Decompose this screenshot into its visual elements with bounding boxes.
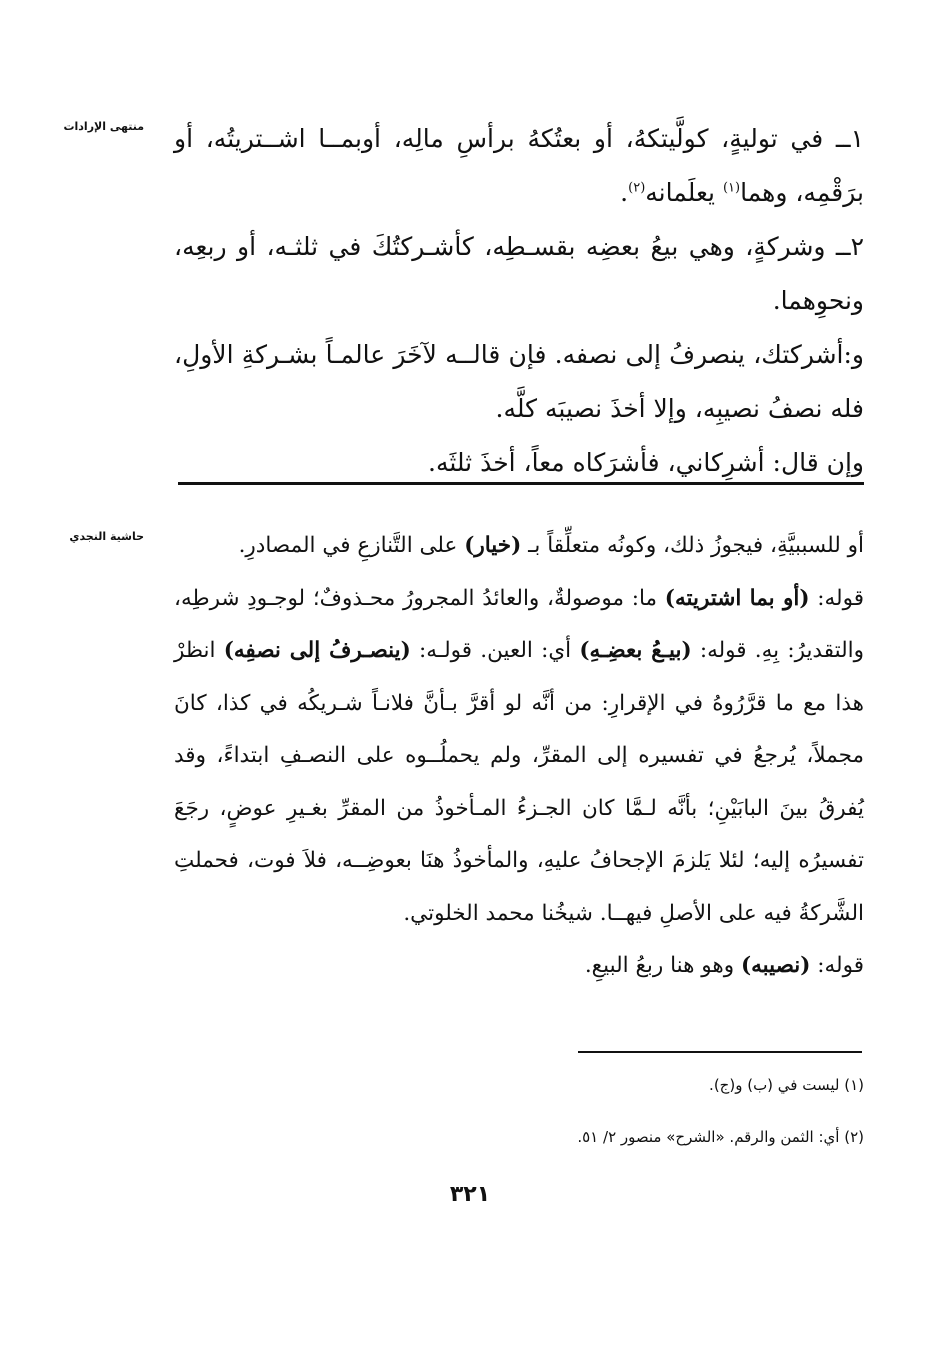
footnote-ref-1: (١) [722, 180, 741, 196]
hashiya-p2-text-3: أي: العين. قولـه: [410, 638, 580, 663]
hashiya-text [174, 520, 864, 993]
footnote-1: (١) ليست في (ب) و(ج). [709, 1076, 864, 1094]
matn-paragraph-1 [174, 112, 864, 220]
footnote-2: (٢) أي: الثمن والرقم. «الشرح» منصور ٢/ ٥١. [577, 1128, 864, 1146]
hashiya-p2-term-2: (بيـعُ بعضِـهِ) [579, 638, 692, 663]
hashiya-p2-term-3: (ينصـرفُ إلى نصفِه) [223, 638, 411, 663]
hashiya-p3-term: (نصيبه) [740, 953, 811, 978]
matn-p1-end: . [620, 178, 629, 207]
hashiya-l1-text: أو للسببيَّةِ، فيجوزُ ذلك، وكونُه متعلِّقاً بـ [521, 533, 864, 558]
hashiya-paragraph-3 [174, 940, 864, 993]
footnote-ref-2: (٢) [628, 180, 646, 196]
hashiya-p2-term-1: (أو بما اشتريته) [664, 585, 810, 611]
section-divider [178, 482, 864, 485]
hashiya-p3-text-2: وهو هنا ربعُ البيعِ. [584, 953, 741, 978]
hashiya-p2-text-2: ما: موصولةٌ، والعائدُ المجرورُ محـذوفٌ؛ لوجـودِ شرطِه، والتقديرُ: بِهِ. قوله: [174, 585, 864, 663]
matn-paragraph-4: وإن قال: أشرِكاني، فأشرَكاه معاً، أخذَ ثلثَه. [428, 448, 864, 477]
hashiya-book-label: حاشية النجدي [69, 530, 144, 543]
matn-p1-text-2: يعلَمانه [645, 178, 723, 207]
hashiya-p3-text: قوله: [810, 953, 864, 978]
hashiya-l1-term: (خيار) [464, 533, 522, 558]
hashiya-paragraph-2 [174, 573, 864, 941]
footnote-divider [578, 1051, 862, 1053]
page-number: ٣٢١ [449, 1182, 491, 1207]
hashiya-line-1 [174, 520, 864, 573]
matn-p1-text: ١ــ في توليةٍ، كولَّيتكهُ، أو بعتُكهُ برأسِ مالِه، أوبمــا اشــتريتُه، أو برَقْمِه، وهما [174, 124, 864, 207]
hashiya-l1-text-2: على التَّنازعِ في المصادرِ. [238, 533, 465, 558]
matn-text [174, 112, 864, 490]
hashiya-p2-text-4: انظرْ هذا مع ما قرَّرُوهُ في الإقرارِ: من أنَّه لو أقرَّ بـأنَّ فلانـاً شـريكُه في كذا، كانَ مجملاً، يُرجعُ في تفسيره إلى المقرِّ، ولم يحملُــوه على النصـفِ ابتداءً، وقد يُفرقُ بينَ البابَيْنِ؛ بأنَّه لـمَّا كان الجـزءُ المـأخوذُ من المقرِّ بغـيرِ عوضٍ، رجَعَ تفسيرُه إليه؛ لئلا يَلزمَ الإجحافُ عليهِ، والمأخوذُ هنَا بعوضِــه، فلاَ فوت، فحملتِ الشَّركةُ فيه على الأصلِ فيهــا. شيخُنا محمد الخلوتي. [174, 638, 864, 926]
hashiya-p2-text: قوله: [809, 585, 864, 611]
matn-book-label: منتهى الإرادات [63, 120, 144, 133]
matn-paragraph-2: ٢ــ وشركةٍ، وهي بيعُ بعضِه بقسـطِه، كأشـركتُكَ في ثلثـه، أو ربعِه، ونحوِهما. [174, 232, 864, 315]
matn-paragraph-3: و:أشركتك، ينصرفُ إلى نصفه. فإن قالــه لآخَرَ عالمـاً بشـركةِ الأولِ، فله نصفُ نصيبِه، وإلا أخذَ نصيبَه كلَّه. [174, 340, 864, 423]
